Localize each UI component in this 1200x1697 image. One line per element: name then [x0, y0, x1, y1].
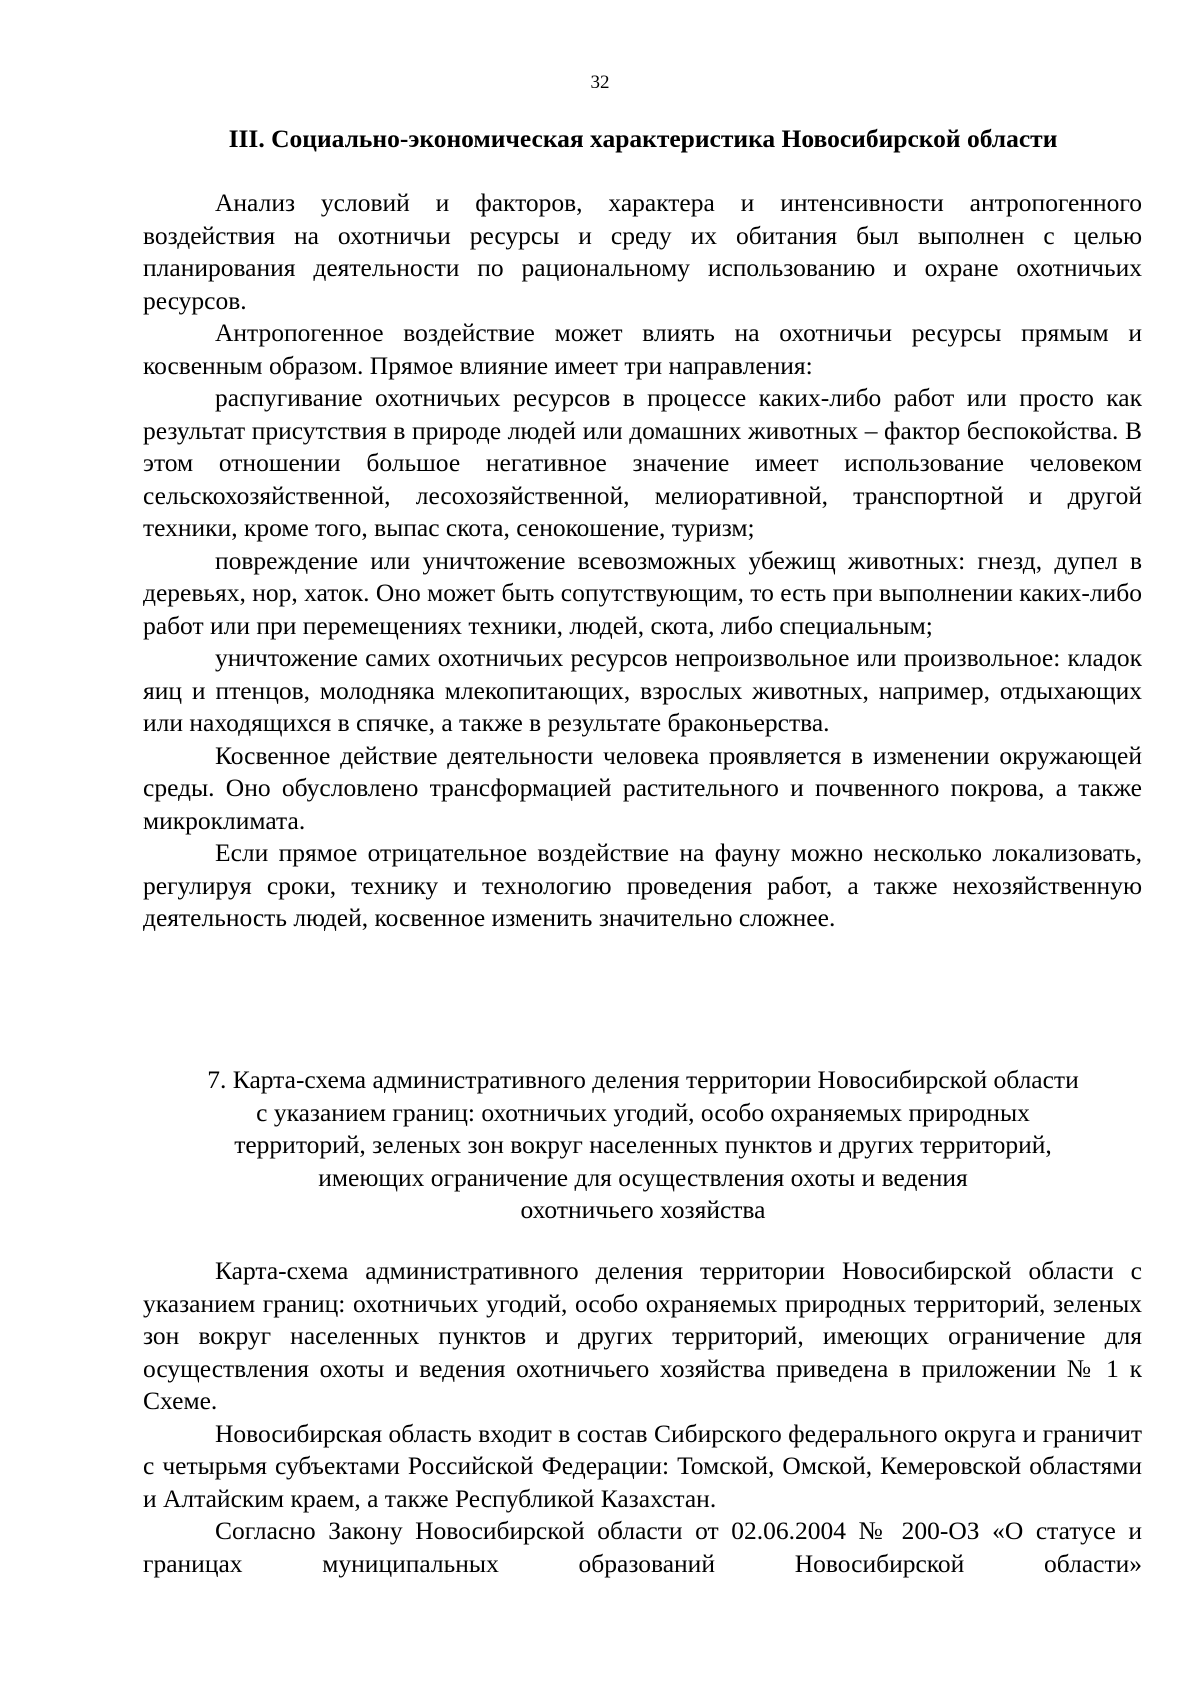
paragraph: повреждение или уничтожение всевозможных убежищ животных: гнезд, дупел в деревьях, нор, хаток. Оно может быть сопутствующим, то есть при выполнении каких-либо работ или при перемещениях техники, людей, скота, либо специальным; [143, 545, 1142, 640]
paragraph: Если прямое отрицательное воздействие на фауну можно несколько локализовать, регулируя сроки, технику и технологию проведения работ, а также нехозяйственную деятельность людей, косвенное изменить значительно сложнее. [143, 838, 1142, 932]
page-number: 32 [590, 72, 610, 93]
body-text-block-2 [143, 1255, 1142, 1580]
paragraph: Карта-схема административного деления территории Новосибирской области с указанием границ: охотничьих угодий, особо охраняемых природных территорий, зеленых зон вокруг населенных пунктов и других территорий, имеющих ограничение для осуществления охоты и ведения охотничьего хозяйства приведена в приложении № 1 к Схеме. [143, 1256, 1142, 1415]
paragraph: Антропогенное воздействие может влиять на охотничьи ресурсы прямым и косвенным образом. Прямое влияние имеет три направления: [143, 318, 1142, 380]
subsection-title-line: с указанием границ: охотничьих угодий, особо охраняемых природных [256, 1097, 1030, 1127]
paragraph: Косвенное действие деятельности человека проявляется в изменении окружающей среды. Оно обусловлено трансформацией растительного и почвенного покрова, а также микроклимата. [143, 740, 1142, 835]
section-title: III. Социально-экономическая характеристика Новосибирской области [228, 124, 1058, 153]
paragraph: распугивание охотничьих ресурсов в процессе каких-либо работ или просто как результат присутствия в природе людей или домашних животных – фактор беспокойства. В этом отношении большое негативное значение имеет использование человеком сельскохозяйственной, лесохозяйственной, мелиоративной, транспортной и другой техники, кроме того, выпас скота, сенокошение, туризм; [143, 383, 1142, 542]
subsection-title-line: 7. Карта-схема административного деления территории Новосибирской области [207, 1065, 1079, 1094]
paragraph: уничтожение самих охотничьих ресурсов непроизвольное или произвольное: кладок яиц и птенцов, молодняка млекопитающих, взрослых животных, например, отдыхающих или находящихся в спячке, а также в результате браконьерства. [143, 643, 1142, 737]
body-text-block-1 [143, 187, 1142, 935]
subsection-title [143, 1064, 1143, 1227]
subsection-title-line: территорий, зеленых зон вокруг населенных пунктов и других территорий, [234, 1130, 1052, 1159]
paragraph: Новосибирская область входит в состав Сибирского федерального округа и граничит с четырьмя субъектами Российской Федерации: Томской, Омской, Кемеровской областями и Алтайским краем, а также Республикой Казахстан. [143, 1418, 1142, 1513]
paragraph: Согласно Закону Новосибирской области от 02.06.2004 № 200-ОЗ «О статусе и границах муниципальных образований Новосибирской области» [143, 1516, 1142, 1578]
subsection-title-line: имеющих ограничение для осуществления охоты и ведения [318, 1162, 968, 1192]
subsection-title-line: охотничьего хозяйства [520, 1195, 766, 1224]
paragraph: Анализ условий и факторов, характера и интенсивности антропогенного воздействия на охотничьи ресурсы и среду их обитания был выполнен с целью планирования деятельности по рациональному использованию и охране охотничьих ресурсов. [143, 188, 1142, 315]
